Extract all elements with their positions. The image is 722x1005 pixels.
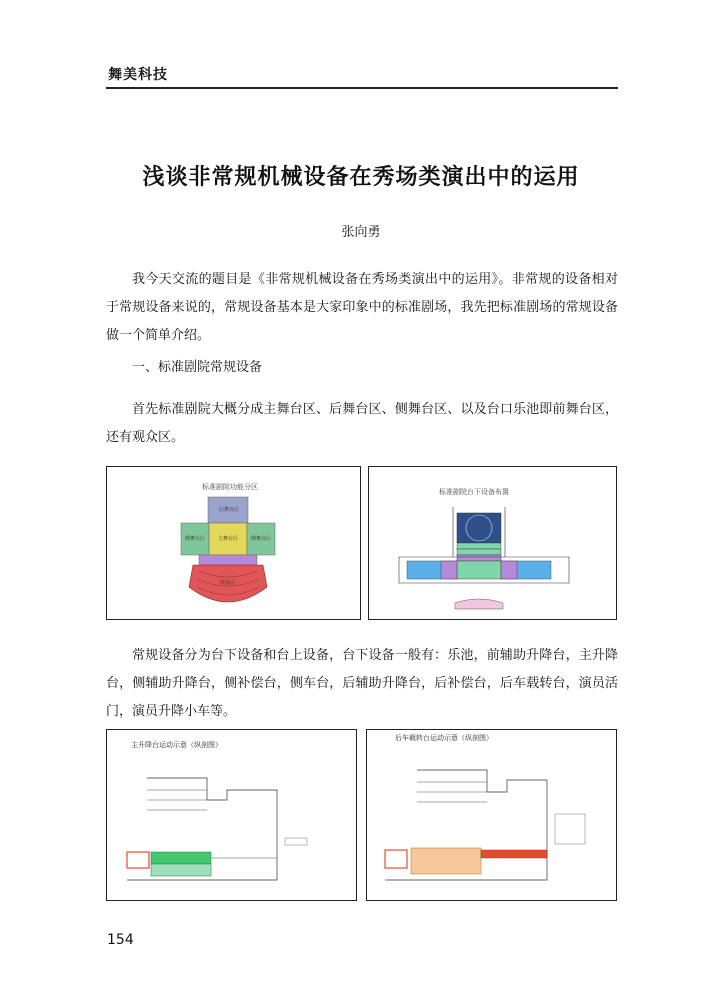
figure-functional-zoning [106,466,361,620]
functional-zoning-diagram [107,467,362,621]
figure-caption: 标准剧院台下设备布置 [439,488,509,496]
main-lift-section-diagram [107,730,358,902]
label-audience: 观众区 [220,580,236,586]
under-stage-equipment-diagram [369,467,618,621]
paragraph-intro: 我今天交流的题目是《非常规机械设备在秀场类演出中的运用》。非常规的设备相对于常规设备来说的，常规设备基本是大家印象中的标准剧场，我先把标准剧场的常规设备做一个简单介绍。 [106,272,618,343]
figure-main-lift-section [106,729,357,901]
paragraph-equipment: 常规设备分为台下设备和台上设备，台下设备一般有：乐池，前辅助升降台，主升降台，侧辅助升降台，侧补偿台，侧车台，后辅助升降台，后补偿台，后车载转台，演员活门，演员升降小车等。 [106,648,618,719]
section-heading: 一、标准剧院常规设备 [132,360,263,375]
figure-caption: 后车载转台运动示意（纵剖图） [395,734,493,742]
paragraph-areas: 首先标准剧院大概分成主舞台区、后舞台区、侧舞台区、以及台口乐池即前舞台区，还有观众区。 [106,402,618,445]
article-title: 浅谈非常规机械设备在秀场类演出中的运用 [142,165,580,190]
figure-rear-wagon-section [366,729,617,901]
article-author: 张向勇 [341,225,381,240]
rear-wagon-section-diagram [367,730,618,902]
label-side-stage-right: 侧舞台区 [251,536,272,542]
journal-name: 舞美科技 [108,67,168,83]
figure-caption: 主升降台运动示意（纵剖图） [131,741,222,749]
header-rule [106,87,618,89]
page-number: 154 [107,932,134,948]
figure-under-stage-equipment [368,466,617,620]
label-back-stage: 后舞台区 [219,507,240,513]
label-main-stage: 主舞台区 [218,536,239,542]
label-side-stage-left: 侧舞台区 [185,536,206,542]
figure-caption: 标准剧院功能分区 [202,483,258,491]
